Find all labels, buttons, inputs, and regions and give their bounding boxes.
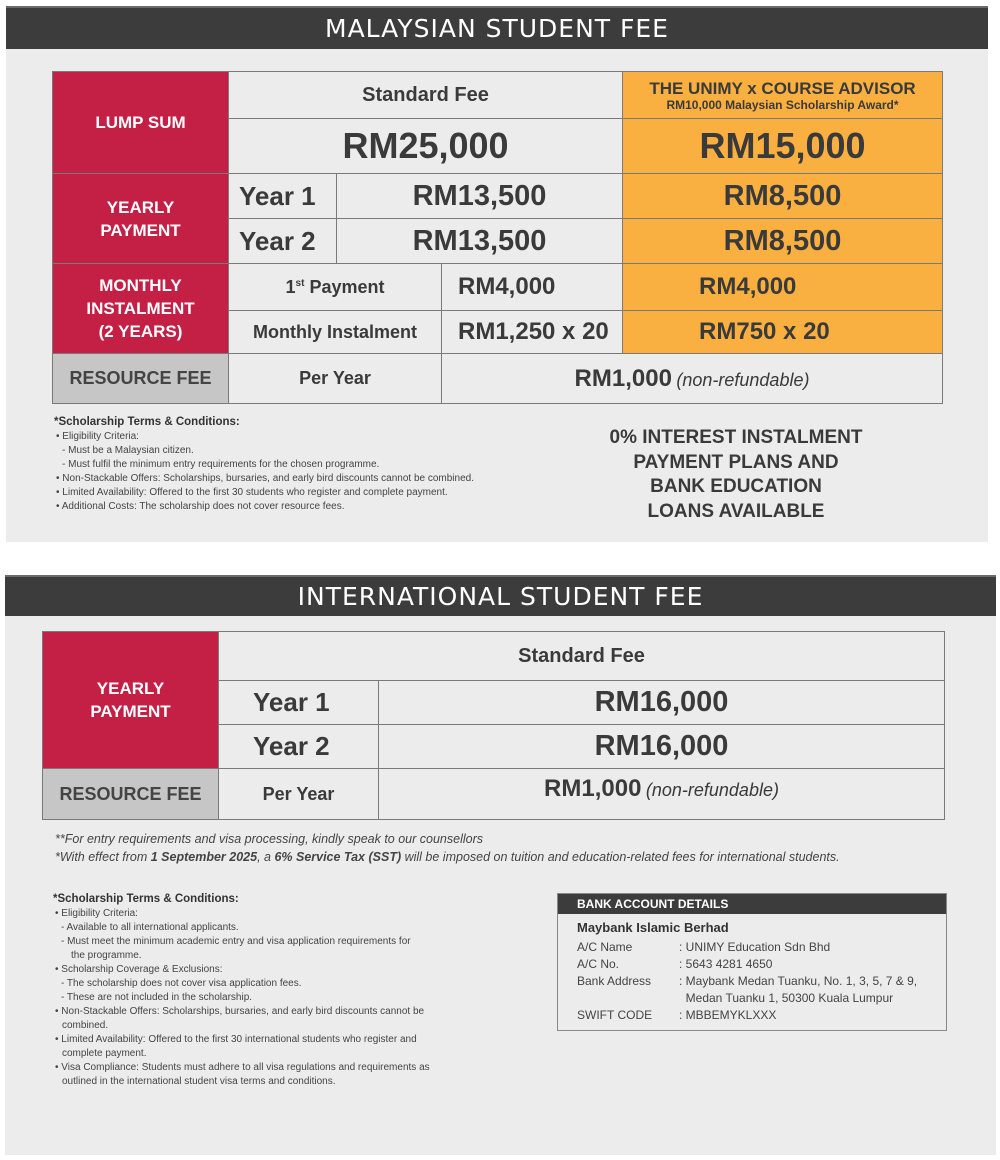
terms-line: outlined in the international student visa terms and conditions.	[62, 1076, 336, 1087]
year-2-label: Year 2	[229, 219, 337, 264]
bank-row-value: : UNIMY Education Sdn Bhd	[679, 940, 831, 954]
bank-row-key: A/C No.	[577, 957, 620, 971]
entry-requirements-note: **For entry requirements and visa processing, kindly speak to our counsellors	[55, 832, 483, 846]
bank-name: Maybank Islamic Berhad	[577, 920, 729, 935]
year-1-label: Year 1	[229, 174, 337, 219]
intl-standard-fee-header: Standard Fee	[219, 632, 945, 681]
bank-row	[558, 990, 946, 1007]
international-scholarship-terms	[53, 892, 430, 1089]
promo-line: BANK EDUCATION	[650, 476, 822, 497]
terms-line: - Must meet the minimum academic entry and visa application requirements for	[61, 936, 411, 947]
monthly-label-line2: INSTALMENT	[86, 299, 195, 318]
international-section-title: INTERNATIONAL STUDENT FEE	[5, 575, 996, 616]
terms-line: - Must fulfil the minimum entry requirements for the chosen programme.	[62, 459, 380, 470]
resource-fee-note: (non-refundable)	[676, 369, 810, 390]
terms-line: the programme.	[71, 950, 142, 961]
first-payment-sup: st	[295, 277, 305, 289]
note-date: 1 September 2025	[150, 850, 258, 864]
yearly-label-line2: PAYMENT	[100, 220, 181, 240]
promo-line: PAYMENT PLANS AND	[633, 451, 839, 473]
lump-sum-label: LUMP SUM	[53, 72, 229, 174]
resource-fee-amount: RM1,000	[574, 364, 672, 392]
terms-line: • Additional Costs: The scholarship does not cover resource fees.	[56, 501, 345, 512]
intl-resource-fee-amount: RM1,000	[544, 775, 642, 802]
lump-sum-scholarship: RM15,000	[623, 119, 943, 174]
first-payment-standard: RM4,000	[442, 264, 623, 311]
bank-details-title: BANK ACCOUNT DETAILS	[558, 894, 946, 914]
intl-year-2-standard: RM16,000	[379, 725, 945, 769]
terms-line: • Limited Availability: Offered to the first 30 students who register and complete payment.	[56, 487, 448, 498]
year-2-scholarship: RM8,500	[623, 219, 943, 264]
service-tax-note	[55, 848, 840, 866]
terms-line: - Must be a Malaysian citizen.	[62, 445, 194, 456]
resource-fee-label: RESOURCE FEE	[53, 354, 229, 404]
intl-resource-fee-note: (non-refundable)	[645, 780, 779, 800]
malaysian-scholarship-terms	[54, 415, 474, 514]
promo-line: LOANS AVAILABLE	[647, 500, 825, 522]
note-tax: 6% Service Tax (SST)	[274, 850, 402, 864]
terms-line: • Eligibility Criteria:	[55, 908, 138, 919]
bank-row-value: : 5643 4281 4650	[679, 957, 773, 971]
monthly-instalment-label	[53, 264, 229, 354]
note-text: will be imposed on tuition and education-related fees for international students.	[401, 850, 840, 864]
bank-row-value: : MBBEMYKLXXX	[679, 1008, 777, 1022]
terms-title: *Scholarship Terms & Conditions:	[54, 416, 240, 428]
yearly-label-line1: YEARLY	[106, 197, 175, 217]
intl-yearly-label-line2: PAYMENT	[90, 702, 171, 721]
resource-fee-period: Per Year	[229, 354, 442, 404]
terms-title: *Scholarship Terms & Conditions:	[53, 893, 239, 905]
scholarship-header-subtitle: RM10,000 Malaysian Scholarship Award*	[666, 97, 899, 112]
monthly-label-line1: MONTHLY	[99, 276, 182, 295]
resource-fee-amount-cell	[442, 354, 943, 404]
scholarship-header	[623, 72, 943, 119]
monthly-instalment-scholarship: RM750 x 20	[623, 311, 943, 354]
instalment-promo-text	[577, 426, 895, 524]
intl-resource-fee-period: Per Year	[219, 769, 379, 820]
terms-line: • Non-Stackable Offers: Scholarships, bursaries, and early bird discounts cannot be	[55, 1006, 425, 1017]
terms-line: - Available to all international applicants.	[61, 922, 239, 933]
bank-row-value: Medan Tuanku 1, 50300 Kuala Lumpur	[679, 991, 894, 1005]
intl-resource-fee-amount-cell	[379, 769, 945, 820]
first-payment-label	[229, 264, 442, 311]
terms-line: • Visa Compliance: Students must adhere to all visa regulations and requirements as	[55, 1062, 430, 1073]
bank-row	[558, 973, 946, 990]
terms-line: • Scholarship Coverage & Exclusions:	[55, 964, 223, 975]
intl-year-1-standard: RM16,000	[379, 681, 945, 725]
year-1-standard: RM13,500	[337, 174, 623, 219]
bank-row-key: A/C Name	[577, 940, 633, 954]
terms-line: • Limited Availability: Offered to the first 30 international students who register and	[55, 1034, 417, 1045]
international-notes	[55, 830, 840, 866]
terms-line: combined.	[62, 1020, 109, 1031]
monthly-instalment-standard: RM1,250 x 20	[442, 311, 623, 354]
promo-line: 0% INTEREST INSTALMENT	[609, 427, 863, 448]
bank-account-details	[557, 893, 947, 1031]
note-text: *With effect from	[55, 850, 151, 864]
bank-row	[558, 939, 946, 956]
year-1-scholarship: RM8,500	[623, 174, 943, 219]
terms-line: - These are not included in the scholarship.	[61, 992, 253, 1003]
intl-yearly-payment-label	[43, 632, 219, 769]
scholarship-header-title: THE UNIMY x COURSE ADVISOR	[649, 78, 916, 98]
bank-row-key	[577, 990, 679, 1007]
bank-row-key: SWIFT CODE	[577, 1008, 653, 1022]
terms-line: • Non-Stackable Offers: Scholarships, bursaries, and early bird discounts cannot be combined.	[56, 473, 474, 484]
monthly-instalment-row-label: Monthly Instalment	[229, 311, 442, 354]
first-payment-text: Payment	[304, 276, 385, 297]
first-payment-scholarship: RM4,000	[623, 264, 943, 311]
international-fee-table	[42, 631, 945, 820]
malaysian-fee-table	[52, 71, 943, 404]
note-text: , a	[257, 850, 275, 864]
bank-row	[558, 956, 946, 973]
monthly-label-line3: (2 YEARS)	[98, 322, 183, 341]
intl-year-2-label: Year 2	[219, 725, 379, 769]
intl-resource-fee-label: RESOURCE FEE	[43, 769, 219, 820]
bank-row-value: : Maybank Medan Tuanku, No. 1, 3, 5, 7 & 9,	[679, 974, 918, 988]
yearly-payment-label	[53, 174, 229, 264]
first-payment-num: 1	[285, 276, 296, 297]
terms-line: complete payment.	[62, 1048, 147, 1059]
intl-year-1-label: Year 1	[219, 681, 379, 725]
standard-fee-header: Standard Fee	[229, 72, 623, 119]
malaysian-section-title: MALAYSIAN STUDENT FEE	[6, 6, 988, 49]
bank-row-key: Bank Address	[577, 974, 652, 988]
year-2-standard: RM13,500	[337, 219, 623, 264]
intl-yearly-label-line1: YEARLY	[96, 679, 165, 698]
bank-row	[558, 1007, 946, 1024]
terms-line: • Eligibility Criteria:	[56, 431, 139, 442]
lump-sum-standard: RM25,000	[229, 119, 623, 174]
terms-line: - The scholarship does not cover visa application fees.	[61, 978, 302, 989]
